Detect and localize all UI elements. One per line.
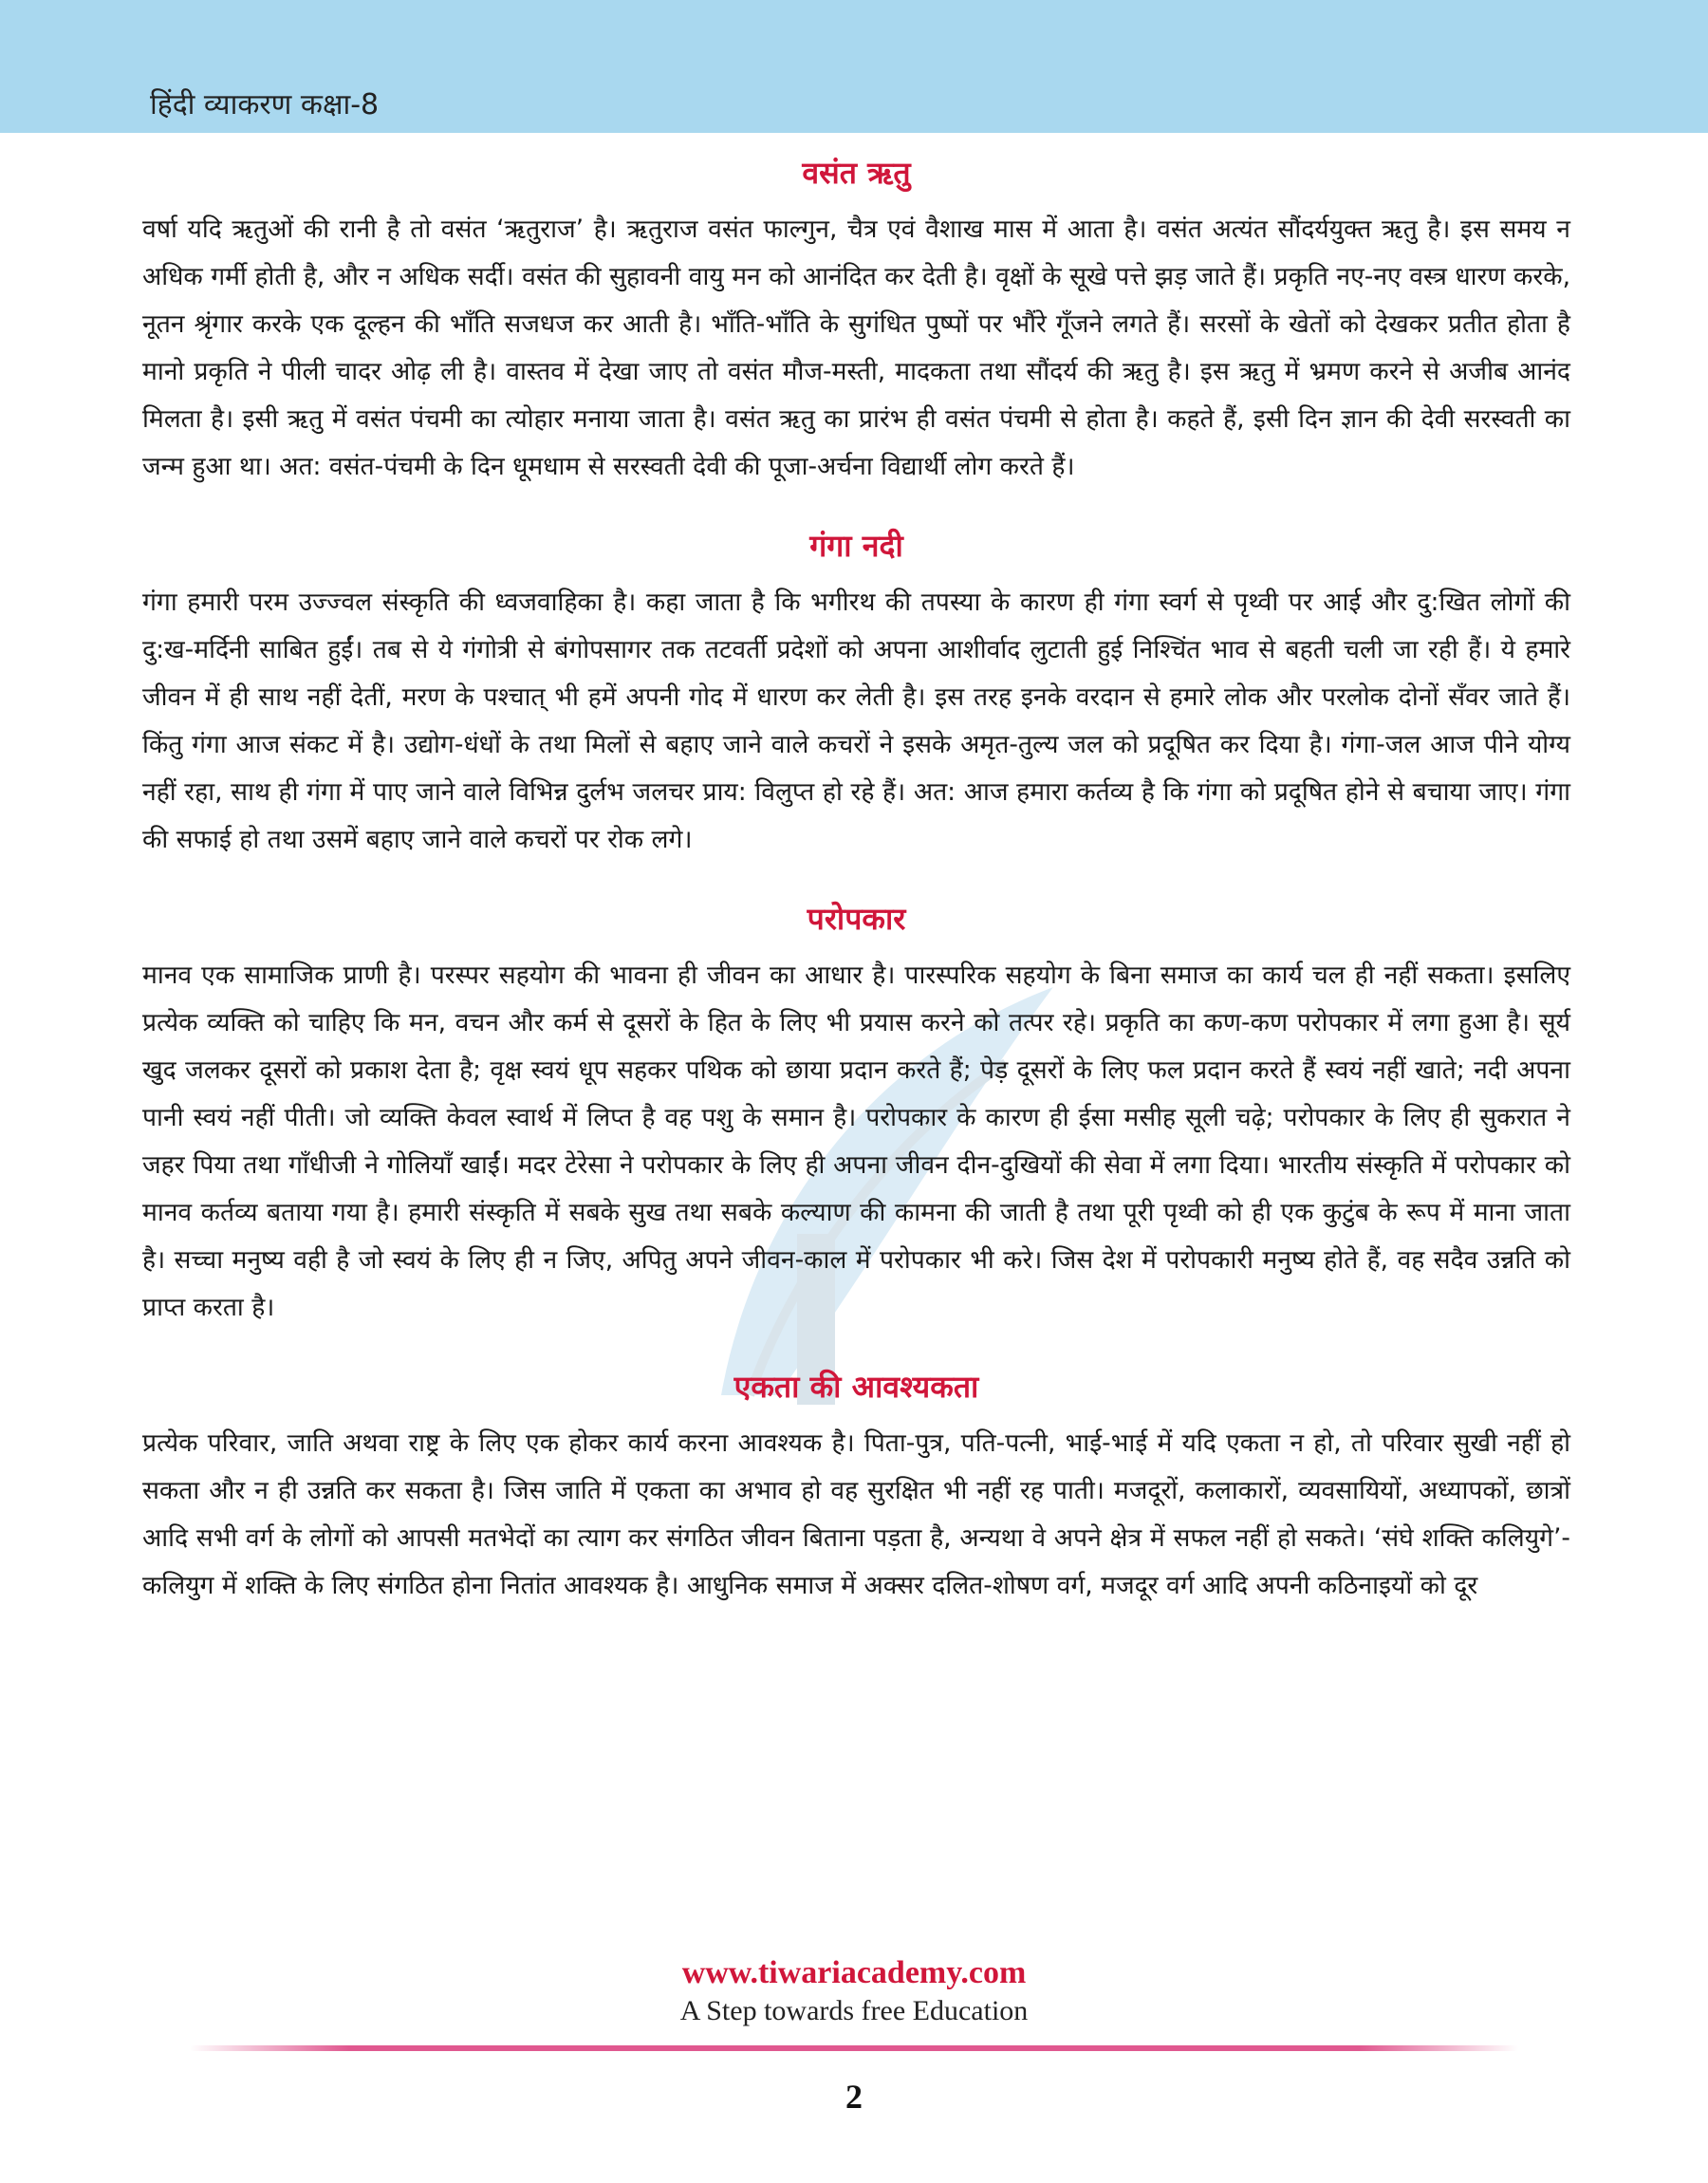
footer-divider [190, 2045, 1518, 2051]
section-body-ganga: गंगा हमारी परम उज्ज्वल संस्कृति की ध्वजवाहिका है। कहा जाता है कि भगीरथ की तपस्या के कारण ही गंगा स्वर्ग से पृथ्वी पर आई और दु:खित लोगों की दु:ख-मर्दिनी साबित हुईं। तब से ये गंगोत्री से बंगोपसागर तक तटवर्ती प्रदेशों को अपना आशीर्वाद लुटाती हुई निश्चिंत भाव से बहती चली जा रही हैं। ये हमारे जीवन में ही साथ नहीं देतीं, मरण के पश्चात् भी हमें अपनी गोद में धारण कर लेती है। इस तरह इनके वरदान से हमारे लोक और परलोक दोनों सँवर जाते हैं। किंतु गंगा आज संकट में है। उद्योग-धंधों के तथा मिलों से बहाए जाने वाले कचरों ने इसके अमृत-तुल्य जल को प्रदूषित कर दिया है। गंगा-जल आज पीने योग्य नहीं रहा, साथ ही गंगा में पाए जाने वाले विभिन्न दुर्लभ जलचर प्राय: विलुप्त हो रहे हैं। अत: आज हमारा कर्तव्य है कि गंगा को प्रदूषित होने से बचाया जाए। गंगा की सफाई हो तथा उसमें बहाए जाने वाले कचरों पर रोक लगे। [142, 588, 1570, 854]
section-title-paropkar: परोपकार [807, 901, 906, 937]
section-title-ekta: एकता की आवश्यकता [733, 1369, 979, 1405]
footer [0, 1955, 1708, 2027]
page-number: 2 [845, 2078, 863, 2116]
section-body-paropkar: मानव एक सामाजिक प्राणी है। परस्पर सहयोग की भावना ही जीवन का आधार है। पारस्परिक सहयोग के बिना समाज का कार्य चल ही नहीं सकता। इसलिए प्रत्येक व्यक्ति को चाहिए कि मन, वचन और कर्म से दूसरों के हित के लिए भी प्रयास करने को तत्पर रहे। प्रकृति का कण-कण परोपकार में लगा हुआ है। सूर्य खुद जलकर दूसरों को प्रकाश देता है; वृक्ष स्वयं धूप सहकर पथिक को छाया प्रदान करते हैं; पेड़ दूसरों के लिए फल प्रदान करते हैं स्वयं नहीं खाते; नदी अपना पानी स्वयं नहीं पीती। जो व्यक्ति केवल स्वार्थ में लिप्त है वह पशु के समान है। परोपकार के कारण ही ईसा मसीह सूली चढ़े; परोपकार के लिए ही सुकरात ने जहर पिया तथा गाँधीजी ने गोलियाँ खाईं। मदर टेरेसा ने परोपकार के लिए ही अपना जीवन दीन-दुखियों की सेवा में लगा दिया। भारतीय संस्कृति में परोपकार को मानव कर्तव्य बताया गया है। हमारी संस्कृति में सबके सुख तथा सबके कल्याण की कामना की जाती है तथा पूरी पृथ्वी को ही एक कुटुंब के रूप में माना जाता है। सच्चा मनुष्य वही है जो स्वयं के लिए ही न जिए, अपितु अपने जीवन-काल में परोपकार भी करे। जिस देश में परोपकारी मनुष्य होते हैं, वह सदैव उन्नति को प्राप्त करता है। [142, 961, 1570, 1322]
footer-website-link[interactable]: www.tiwariacademy.com [681, 1955, 1027, 1990]
section-body-ekta: प्रत्येक परिवार, जाति अथवा राष्ट्र के लिए एक होकर कार्य करना आवश्यक है। पिता-पुत्र, पति-पत्नी, भाई-भाई में यदि एकता न हो, तो परिवार सुखी नहीं हो सकता और न ही उन्नति कर सकता है। जिस जाति में एकता का अभाव हो वह सुरक्षित भी नहीं रह पाती। मजदूरों, कलाकारों, व्यवसायियों, अध्यापकों, छात्रों आदि सभी वर्ग के लोगों को आपसी मतभेदों का त्याग कर संगठित जीवन बिताना पड़ता है, अन्यथा वे अपने क्षेत्र में सफल नहीं हो सकते। ‘संघे शक्ति कलियुगे’- कलियुग में शक्ति के लिए संगठित होना नितांत आवश्यक है। आधुनिक समाज में अक्सर दलित-शोषण वर्ग, मजदूर वर्ग आदि अपनी कठिनाइयों को दूर [142, 1428, 1571, 1600]
page-content [142, 152, 1570, 1644]
footer-tagline: A Step towards free Education [679, 1995, 1029, 2026]
section-body-vasant: वर्षा यदि ऋतुओं की रानी है तो वसंत ‘ऋतुराज’ है। ऋतुराज वसंत फाल्गुन, चैत्र एवं वैशाख मास में आता है। वसंत अत्यंत सौंदर्ययुक्त ऋतु है। इस समय न अधिक गर्मी होती है, और न अधिक सर्दी। वसंत की सुहावनी वायु मन को आनंदित कर देती है। वृक्षों के सूखे पत्ते झड़ जाते हैं। प्रकृति नए-नए वस्त्र धारण करके, नूतन श्रृंगार करके एक दूल्हन की भाँति सजधज कर आती है। भाँति-भाँति के सुगंधित पुष्पों पर भौंरे गूँजने लगते हैं। सरसों के खेतों को देखकर प्रतीत होता है मानो प्रकृति ने पीली चादर ओढ़ ली है। वास्तव में देखा जाए तो वसंत मौज-मस्ती, मादकता तथा सौंदर्य की ऋतु है। इस ऋतु में भ्रमण करने से अजीब आनंद मिलता है। इसी ऋतु में वसंत पंचमी का त्योहार मनाया जाता है। वसंत ऋतु का प्रारंभ ही वसंत पंचमी से होता है। कहते हैं, इसी दिन ज्ञान की देवी सरस्वती का जन्म हुआ था। अत: वसंत-पंचमी के दिन धूमधाम से सरस्वती देवी की पूजा-अर्चना विद्यार्थी लोग करते हैं। [142, 215, 1570, 481]
section-title-ganga: गंगा नदी [809, 528, 903, 564]
book-title: हिंदी व्याकरण कक्षा-8 [150, 88, 380, 121]
section-title-vasant: वसंत ऋतु [802, 155, 911, 191]
